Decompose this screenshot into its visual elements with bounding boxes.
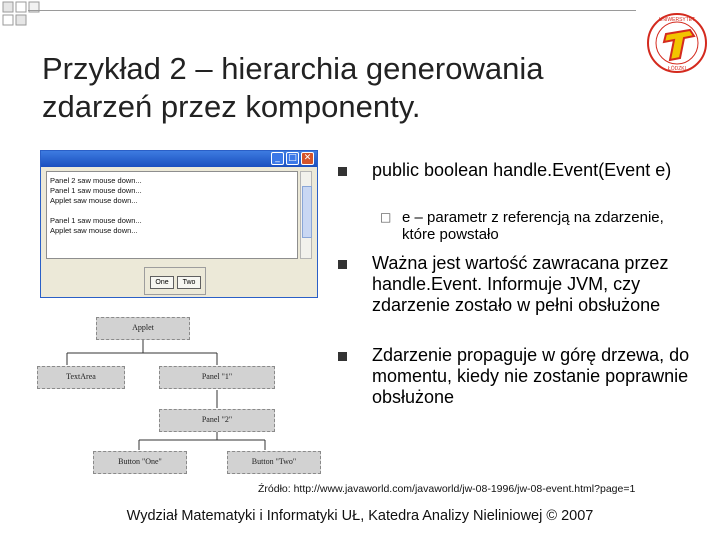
log-line: Applet saw mouse down...: [50, 226, 138, 235]
log-line: Applet saw mouse down...: [50, 196, 138, 205]
bullet-text: Zdarzenie propaguje w górę drzewa, do momentu, kiedy nie zostanie poprawnie obsłużone: [372, 345, 690, 407]
log-line: Panel 1 saw mouse down...: [50, 186, 142, 195]
hollow-square-bullet-icon: □: [380, 210, 392, 224]
vertical-scrollbar[interactable]: [300, 171, 312, 259]
bullet-text: public boolean handle.Event(Event e): [372, 160, 672, 180]
sub-bullet-text: e – parametr z referencją na zdarzenie, które powstało: [402, 209, 664, 243]
node-button-one: Button "One": [93, 451, 187, 474]
square-bullet-icon: [338, 260, 347, 269]
component-hierarchy-diagram: [35, 315, 327, 478]
svg-text:UNIWERSYTET: UNIWERSYTET: [658, 17, 696, 23]
slide-title: [42, 50, 642, 126]
university-logo: [646, 12, 708, 74]
bullet-text: Ważna jest wartość zawracana przez handle.Event. Informuje JVM, czy zdarzenie zostało w pełni obsłużone: [372, 253, 669, 315]
minimize-icon[interactable]: _: [271, 152, 284, 165]
slide-footer: Wydział Matematyki i Informatyki UŁ, Katedra Analizy Nieliniowej © 2007: [126, 508, 594, 524]
title-line-2: zdarzeń przez komponenty.: [42, 89, 421, 124]
decorative-squares: [0, 0, 80, 40]
maximize-icon[interactable]: □: [286, 152, 299, 165]
event-log-textarea[interactable]: [46, 171, 298, 259]
node-panel-1: Panel "1": [159, 366, 275, 389]
node-applet: Applet: [96, 317, 190, 340]
window-controls: [271, 152, 314, 165]
title-line-1: Przykład 2 – hierarchia generowania: [42, 51, 544, 86]
close-icon[interactable]: ✕: [301, 152, 314, 165]
square-bullet-icon: [338, 352, 347, 361]
source-citation: Źródło: http://www.javaworld.com/javaworld/jw-08-1996/jw-08-event.html?page=1: [258, 483, 636, 495]
button-one[interactable]: One: [150, 276, 174, 289]
scrollbar-thumb[interactable]: [302, 186, 312, 238]
node-button-two: Button "Two": [227, 451, 321, 474]
applet-window-screenshot: [40, 150, 318, 298]
log-line: [50, 206, 294, 216]
node-textarea: TextArea: [37, 366, 125, 389]
log-line: Panel 2 saw mouse down...: [50, 176, 142, 185]
button-panel: [144, 267, 206, 295]
header-divider: [28, 10, 636, 11]
button-two[interactable]: Two: [177, 276, 201, 289]
window-titlebar: [41, 151, 317, 167]
square-bullet-icon: [338, 167, 347, 176]
node-panel-2: Panel "2": [159, 409, 275, 432]
log-line: Panel 1 saw mouse down...: [50, 216, 142, 225]
svg-text:ŁÓDZKI: ŁÓDZKI: [667, 66, 687, 72]
